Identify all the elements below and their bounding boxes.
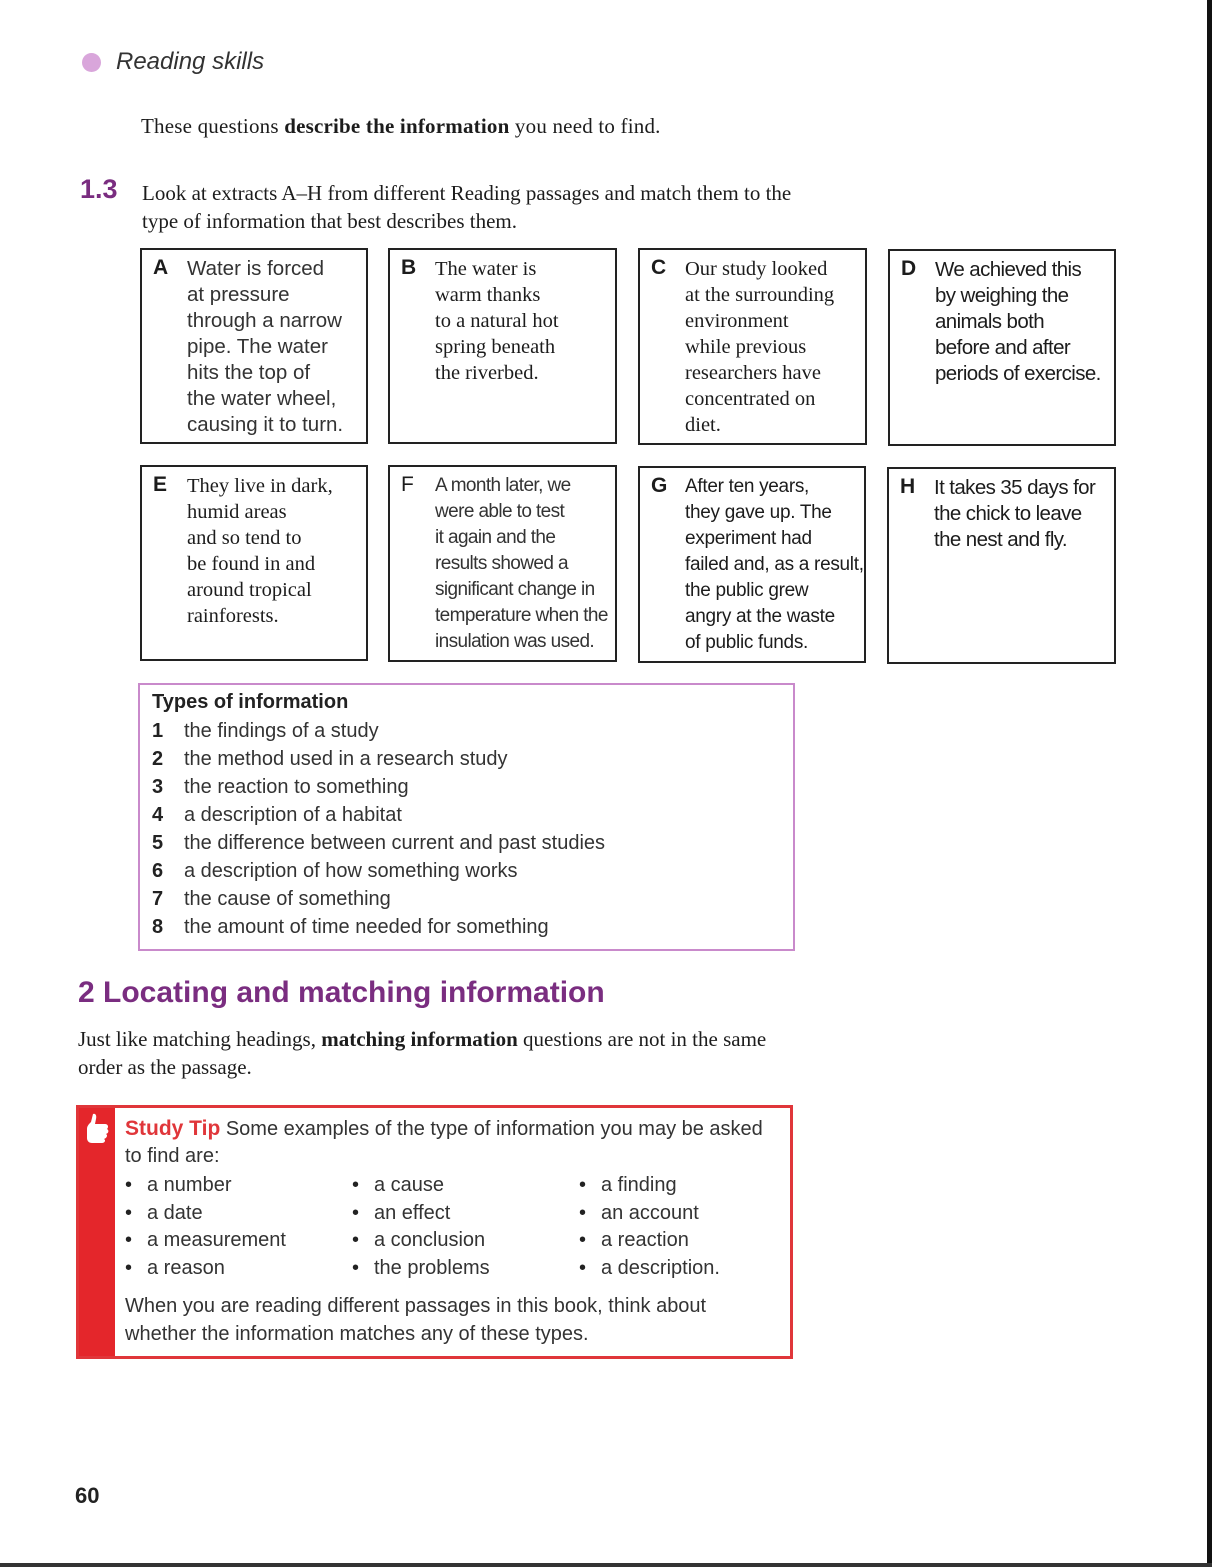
extract-line: spring beneath — [435, 336, 556, 358]
item-text: the method used in a research study — [184, 748, 508, 770]
list-item — [152, 885, 605, 913]
item-number: 6 — [152, 860, 164, 882]
extract-box-g — [638, 466, 866, 663]
types-list — [152, 717, 605, 941]
item-text: a description of a habitat — [184, 804, 402, 826]
item-number: 8 — [152, 916, 164, 938]
extract-text — [685, 256, 861, 438]
item-number: 2 — [152, 748, 164, 770]
extract-line: they gave up. The — [685, 502, 832, 523]
extract-line: the nest and fly. — [934, 528, 1068, 551]
tip-column-2 — [352, 1172, 490, 1282]
extract-line: results showed a — [435, 553, 568, 574]
item-number: 1 — [152, 720, 164, 742]
types-heading: Types of information — [152, 691, 349, 713]
extract-line: Water is forced — [187, 257, 325, 280]
list-item — [152, 801, 605, 829]
page-number: 60 — [75, 1483, 100, 1508]
para-after: questions are not in the same order as the passage. — [78, 1027, 767, 1079]
list-item: • a conclusion — [352, 1227, 490, 1255]
item-text: the findings of a study — [184, 720, 379, 742]
section-header — [82, 48, 264, 76]
item-number: 3 — [152, 776, 164, 798]
list-item: • a description. — [579, 1255, 720, 1283]
extract-letter: B — [401, 256, 417, 279]
study-tip-box — [76, 1105, 793, 1359]
extract-line: to a natural hot — [435, 310, 559, 332]
extract-letter: F — [401, 473, 414, 496]
extract-line: experiment had — [685, 528, 812, 549]
extract-line: the public grew — [685, 580, 809, 601]
extract-line: environment — [685, 310, 789, 332]
item-text: a description of how something works — [184, 860, 518, 882]
thumbs-up-icon — [83, 1112, 111, 1148]
extract-line: concentrated on — [685, 388, 816, 410]
extract-line: while previous — [685, 336, 807, 358]
tip-lead — [125, 1115, 765, 1170]
para-bold: matching information — [321, 1027, 518, 1051]
item-text: the difference between current and past studies — [184, 832, 606, 854]
list-item: • an effect — [352, 1200, 490, 1228]
extract-line: by weighing the — [935, 284, 1069, 307]
extract-line: through a narrow — [187, 309, 342, 332]
extract-line: before and after — [935, 336, 1071, 359]
bullet-dot-icon — [82, 53, 101, 72]
page-edge-bottom — [0, 1563, 1212, 1567]
extract-line: the riverbed. — [435, 362, 539, 384]
extract-line: angry at the waste — [685, 606, 835, 627]
item-text: the cause of something — [184, 888, 391, 910]
page-edge-right — [1207, 0, 1212, 1567]
intro-text — [141, 114, 661, 139]
extract-line: After ten years, — [685, 476, 810, 497]
extract-line: causing it to turn. — [187, 413, 344, 436]
list-item: • a finding — [579, 1172, 720, 1200]
extract-letter: H — [900, 475, 916, 498]
extract-box-c — [638, 248, 867, 445]
extract-line: It takes 35 days for — [934, 476, 1096, 499]
list-item — [152, 773, 605, 801]
extract-line: temperature when the — [435, 605, 608, 626]
intro-bold: describe the information — [284, 114, 510, 138]
extract-line: diet. — [685, 414, 721, 436]
exercise-instruction: Look at extracts A–H from different Reading passages and match them to the type of information that best describes them. — [142, 181, 792, 233]
extract-line: be found in and — [187, 553, 316, 575]
para-before: Just like matching headings, — [78, 1027, 322, 1051]
extract-line: at pressure — [187, 283, 290, 306]
tip-lead-text: Some examples of the type of information you may be asked to find are: — [125, 1118, 763, 1167]
tip-label: Study Tip — [125, 1117, 221, 1140]
list-item — [152, 913, 605, 941]
extract-line: the water wheel, — [187, 387, 337, 410]
extract-line: it again and the — [435, 527, 556, 548]
section-heading: 2 Locating and matching information — [78, 976, 605, 1009]
types-of-information-box — [138, 683, 795, 951]
extract-line: They live in dark, — [187, 475, 333, 497]
extract-line: the chick to leave — [934, 502, 1082, 525]
list-item: • a measurement — [125, 1227, 286, 1255]
list-item — [152, 745, 605, 773]
extract-letter: C — [651, 256, 667, 279]
item-number: 4 — [152, 804, 164, 826]
extract-text — [935, 257, 1110, 387]
extract-box-b — [388, 248, 617, 444]
extract-line: We achieved this — [935, 258, 1082, 281]
intro-before: These questions — [141, 114, 285, 138]
header-title: Reading skills — [116, 48, 265, 75]
extract-text — [685, 474, 864, 656]
extract-letter: G — [651, 474, 668, 497]
list-item: • an account — [579, 1200, 720, 1228]
extract-letter: D — [901, 257, 917, 280]
extract-box-h — [887, 467, 1116, 664]
extract-text — [934, 475, 1110, 553]
extract-line: failed and, as a result, — [685, 554, 864, 575]
extract-line: hits the top of — [187, 361, 311, 384]
extract-box-e — [140, 465, 368, 661]
extract-line: around tropical — [187, 579, 312, 601]
extract-line: animals both — [935, 310, 1045, 333]
extract-line: periods of exercise. — [935, 362, 1101, 385]
list-item — [152, 829, 605, 857]
intro-after: you need to find. — [509, 114, 661, 138]
tip-column-3 — [579, 1172, 720, 1282]
item-text: the amount of time needed for something — [184, 916, 549, 938]
extract-line: and so tend to — [187, 527, 302, 549]
list-item — [152, 857, 605, 885]
extract-line: warm thanks — [435, 284, 541, 306]
extract-box-f — [388, 465, 617, 662]
list-item: • a date — [125, 1200, 286, 1228]
extract-box-d — [888, 249, 1116, 446]
extract-line: were able to test — [435, 501, 565, 522]
section-paragraph — [78, 1025, 778, 1081]
extract-line: A month later, we — [435, 475, 571, 496]
item-number: 7 — [152, 888, 164, 910]
extract-line: rainforests. — [187, 605, 279, 627]
list-item: • a reason — [125, 1255, 286, 1283]
item-text: the reaction to something — [184, 776, 409, 798]
extract-line: insulation was used. — [435, 631, 595, 652]
extract-text — [435, 473, 611, 655]
extract-text — [187, 256, 362, 438]
extract-text — [187, 473, 362, 629]
extract-line: researchers have — [685, 362, 822, 384]
extract-line: humid areas — [187, 501, 287, 523]
list-item — [152, 717, 605, 745]
tip-column-1 — [125, 1172, 286, 1282]
extract-letter: E — [153, 473, 168, 496]
extract-text — [435, 256, 611, 386]
extract-box-a — [140, 248, 368, 444]
extract-line: at the surrounding — [685, 284, 835, 306]
item-number: 5 — [152, 832, 164, 854]
list-item: • a reaction — [579, 1227, 720, 1255]
extract-line: significant change in — [435, 579, 595, 600]
tip-closing: When you are reading different passages in this book, think about whether the information matches any of these types. — [125, 1295, 707, 1345]
extract-line: Our study looked — [685, 258, 828, 280]
list-item: • the problems — [352, 1255, 490, 1283]
extract-letter: A — [153, 256, 169, 279]
extract-line: pipe. The water — [187, 335, 328, 358]
extract-line: The water is — [435, 258, 537, 280]
list-item: • a number — [125, 1172, 286, 1200]
extract-line: of public funds. — [685, 632, 809, 653]
list-item: • a cause — [352, 1172, 490, 1200]
exercise-number: 1.3 — [80, 174, 118, 204]
